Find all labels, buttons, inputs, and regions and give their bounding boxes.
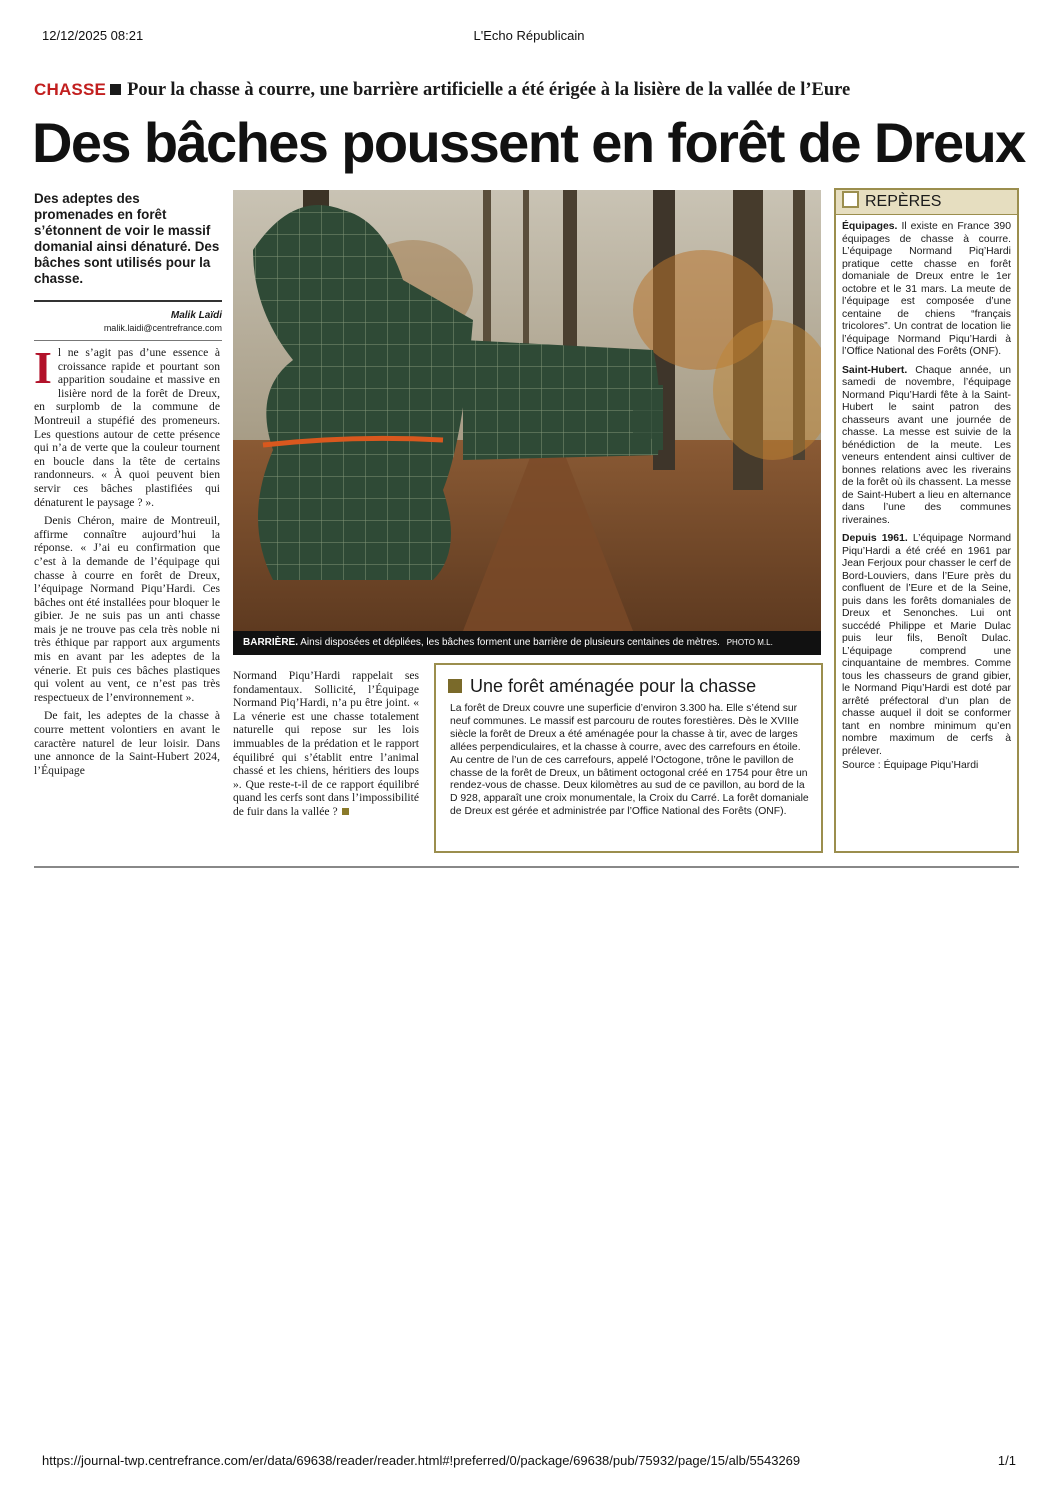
reperes-term: Équipages.	[842, 221, 898, 232]
reperes-text: Il existe en France 390 équipages de chasse à courre. L’équipage Normand Piq’Hardi pratique cette chasse en forêt domaniale de Dreux entre le 1er octobre et le 31 mars. La meute de l’équipage est composée d’une centaine de chiens “français tricolores”. Un contrat de location lie l’équipage Normand Piqu’Hardi à l’Office National des Forêts (ONF).	[842, 221, 1011, 357]
article-body-column-1	[34, 342, 220, 782]
square-bullet-icon	[110, 84, 121, 95]
sidebar-box-foret	[434, 663, 823, 853]
article-paragraph: De fait, les adeptes de la chasse à courre mettent volontiers en avant le caractère naturel de leur loisir. Dans une annonce de la Saint-Hubert 2024, l’Équipage	[34, 709, 220, 777]
end-mark-icon	[342, 808, 349, 815]
paragraph-text: l ne s’agit pas d’une essence à croissance rapide et pourtant son apparition soudaine et massive en lisière nord de la forêt de Dreux, en surplomb de la commune de Montreuil a stupéfié des promeneurs. Les questions autour de cette présence qui n’a de verte que la couleur tournent en boucle dans la tête de certains randonneurs. « À quoi peuvent bien servir ces bâches plastifiées qui dénaturent le paysage ? ».	[34, 346, 220, 509]
author-name: Malik Laïdi	[170, 310, 222, 321]
square-outline-icon	[842, 191, 859, 208]
print-footer	[0, 1453, 1058, 1471]
reperes-box	[834, 188, 1019, 853]
forest-tarp-photo	[233, 190, 821, 631]
reperes-header	[836, 190, 1017, 215]
page-number: 1/1	[997, 1453, 1016, 1468]
article-chapo: Des adeptes des promenades en forêt s’étonnent de voir le massif domanial ainsi dénaturé. Des bâches sont utilisés pour la chasse.	[34, 191, 220, 286]
reperes-source: Source : Équipage Piqu’Hardi	[842, 760, 979, 771]
box-title-text: Une forêt aménagée pour la chasse	[470, 676, 757, 696]
reperes-body	[836, 215, 1017, 773]
divider	[34, 340, 222, 341]
dropcap: I	[34, 342, 52, 393]
article-body-column-2	[233, 669, 419, 819]
photo-caption	[233, 631, 821, 655]
reperes-term: Depuis 1961.	[842, 533, 908, 544]
reperes-item	[842, 365, 1011, 528]
author-email: malik.laidi@centrefrance.com	[103, 323, 222, 333]
article-kicker	[34, 80, 1024, 101]
box-title	[448, 675, 818, 697]
byline	[34, 310, 222, 334]
bottom-divider	[34, 866, 1019, 868]
reperes-text: L’équipage Normand Piqu’Hardi a été créé en 1961 par Jean Ferjoux pour chasser le cerf de Bord-Louviers, dans l’Eure près du confluent de l’Eure et de la Seine, puis dans les forêts domaniales de Dreux et Senonches. Lui ont succédé Philippe et Marie Dulac puis leur fils, Benoît Dulac. L’équipage comprend une cinquantaine de membres. Comme tous les chasseurs de grand gibier, le Normand Piqu’Hardi est doté par arrêté préfectoral d’un plan de chasse auquel il doit se conformer tant en nombre minimum qu’en nombre maximum de cerfs à prélever.	[842, 533, 1012, 757]
reperes-text: Chaque année, un samedi de novembre, l’équipage Normand Piqu’Hardi fête à la Saint-Hubert le saint patron des chasseurs avant une journée de chasse. La messe est suivie de la bénédiction de la meute. Les veneurs entendent ainsi cultiver de bonnes relations avec les riverains de la forêt où ils chassent. La messe de Saint-Hubert a lieu en alternance dans l’une des communes riveraines.	[842, 364, 1011, 526]
print-publication: L'Echo Républicain	[473, 28, 585, 43]
source-url: https://journal-twp.centrefrance.com/er/data/69638/reader/reader.html#!preferred/0/package/69638/pub/75932/page/15/alb/5543269	[42, 1453, 801, 1468]
print-header	[0, 28, 1058, 46]
print-datetime: 12/12/2025 08:21	[42, 28, 144, 43]
square-bullet-icon	[448, 679, 462, 693]
article-photo	[233, 190, 821, 631]
article-paragraph: Denis Chéron, maire de Montreuil, affirme connaître aujourd’hui la réponse. « J’ai eu confirmation que c’est à la demande de l’équipage qui chasse à courre en forêt de Dreux, l’équipage Normand Piqu’Hardi. Ces bâches ont été installées pour bloquer le gibier. Je ne suis pas un anti chasse mais je ne trouve pas cela très noble ni très éthique par rapport aux arguments mis en avant par les adeptes de la vénerie. Et puis ces bâches plastiques qui volent au vent, ce n’est pas très respectueux de l’environnement ».	[34, 514, 220, 704]
reperes-term: Saint-Hubert.	[842, 364, 908, 376]
caption-text: Ainsi disposées et dépliées, les bâches forment une barrière de plusieurs centaines de mètres.	[300, 637, 720, 648]
article-paragraph	[34, 342, 220, 509]
divider	[34, 300, 222, 302]
caption-label: BARRIÈRE.	[243, 637, 299, 648]
rubric-label: CHASSE	[34, 80, 107, 99]
box-text: La forêt de Dreux couvre une superficie d’environ 3.300 ha. Elle s’étend sur neuf communes. Le massif est parcouru de routes forestières. Dès le XVIIIe siècle la forêt de Dreux a été aménagée pour la chasse à tir, avec de larges allées perpendiculaires, et la chasse à courre, avec des carrefours en étoile. Au centre de l’un de ces carrefours, appelé l’Octogone, trône le pavillon de chasse de la forêt de Dreux, un bâtiment octogonal créé en 1754 pour être un rendez-vous de chasse. Deux kilomètres au sud de ce pavillon, au bord de la D 928, apparaît une croix monumentale, la Croix du Carré. La forêt domaniale de Dreux est gérée et administrée par l’Office National des Forêts (ONF).	[450, 703, 809, 818]
photo-credit: PHOTO M.L.	[726, 638, 773, 647]
reperes-item	[842, 221, 1011, 359]
paragraph-text: Normand Piqu’Hardi rappelait ses fondamentaux. Sollicité, l’Équipage Normand Piq’Hardi, n’a pu être joint. « La vénerie est une chasse totalement naturelle qui repose sur les lois immuables de la prédation et le rapport équilibré qui s’établit entre l’animal chassé et les chiens, héritiers des loups ». Que reste-t-il de ce rapport équilibré quand les cerfs sont dans l’impossibilité de fuir dans la vallée ?	[233, 669, 419, 818]
reperes-item	[842, 533, 1011, 758]
article-headline: Des bâches poussent en forêt de Dreux	[32, 111, 1025, 174]
article-deck: Pour la chasse à courre, une barrière artificielle a été érigée à la lisière de la vallée de l’Eure	[127, 80, 851, 100]
reperes-title: REPÈRES	[865, 193, 942, 210]
article-paragraph	[233, 669, 419, 819]
